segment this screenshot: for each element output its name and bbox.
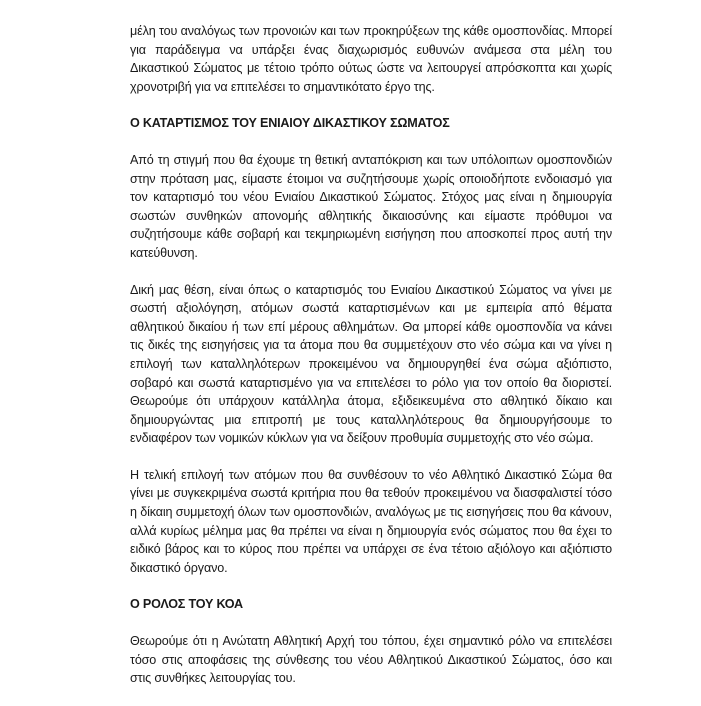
section-heading-koa-role: Ο ΡΟΛΟΣ ΤΟΥ ΚΟΑ: [130, 597, 243, 612]
paragraph-federation-members: μέλη του αναλόγως των προνοιών και των προκηρύξεων της κάθε ομοσπονδίας. Μπορεί για παράδειγμα να υπάρξει ένας διαχωρισμός ευθυνών ανάμεσα στα μέλη του Δικαστικού Σώματος με τέτοιο τρόπο ούτως ώστε να λειτουργεί απρόσκοπτα και χωρίς χρονοτριβή για να επιτελέσει το σημαντικότατο έργο της.: [130, 24, 612, 94]
paragraph-readiness-to-discuss: Από τη στιγμή που θα έχουμε τη θετική ανταπόκριση και των υπόλοιπων ομοσπονδιών στην πρόταση μας, είμαστε έτοιμοι να συζητήσουμε χωρίς οποιοδήποτε ενδοιασμό για τον καταρτισμό του νέου Ενιαίου Δικαστικού Σώματος. Στόχος μας είναι η δημιουργία σωστών συνθηκών απονομής αθλητικής δικαιοσύνης και είμαστε πρόθυμοι να συζητήσουμε κάθε σοβαρή και τεκμηριωμένη εισήγηση που αποσκοπεί προς αυτή την κατεύθυνση.: [130, 152, 612, 260]
paragraph-final-selection: Η τελική επιλογή των ατόμων που θα συνθέσουν το νέο Αθλητικό Δικαστικό Σώμα θα γίνει με συγκεκριμένα σωστά κριτήρια που θα τεθούν προκειμένου να διασφαλιστεί τόσο η δίκαιη συμμετοχή όλων των ομοσπονδιών, αναλόγως με τις εισηγήσεις που θα κάνουν, αλλά κυρίως μέλημα μας θα πρέπει να είναι η δημιουργία ενός σώματος που θα έχει το ειδικό βάρος και το κύρος που πρέπει να υπάρχει σε ένα τέτοιο αξιόλογο και αξιόπιστο δικαστικό όργανο.: [130, 467, 612, 575]
document-page: [130, 22, 612, 706]
paragraph-koa-role: Θεωρούμε ότι η Ανώτατη Αθλητική Αρχή του τόπου, έχει σημαντικό ρόλο να επιτελέσει τόσο στις αποφάσεις της σύνθεσης του νέου Αθλητικού Δικαστικού Σώματος, όσο και στις συνθήκες λειτουργίας του.: [130, 634, 612, 686]
section-heading-unified-court-formation: Ο ΚΑΤΑΡΤΙΣΜΟΣ ΤΟΥ ΕΝΙΑΙΟΥ ΔΙΚΑΣΤΙΚΟΥ ΣΩΜΑΤΟΣ: [130, 116, 450, 131]
paragraph-our-position: Δική μας θέση, είναι όπως ο καταρτισμός του Ενιαίου Δικαστικού Σώματος να γίνει με σωστή αξιολόγηση, ατόμων σωστά καταρτισμένων και με εμπειρία από θέματα αθλητικού δικαίου ή των επί μέρους αθλημάτων. Θα μπορεί κάθε ομοσπονδία να κάνει τις δικές της εισηγήσεις για τα άτομα που θα συμμετέχουν στο νέο σώμα και να γίνει η επιλογή των καταλληλότερων προκειμένου να δημιουργηθεί ένα σώμα αξιόπιστο, σοβαρό και σωστά καταρτισμένο για να επιτελέσει το ρόλο για τον οποίο θα διοριστεί. Θεωρούμε ότι υπάρχουν κατάλληλα άτομα, εξιδεικευμένα στο αθλητικό δίκαιο και δημιουργώντας μια επιτροπή με τους καταλληλότερους θα δημιουργήσουμε το ενδιαφέρον των νομικών κύκλων για να δείξουν προθυμία συμμετοχής στο νέο σώμα.: [130, 282, 612, 446]
